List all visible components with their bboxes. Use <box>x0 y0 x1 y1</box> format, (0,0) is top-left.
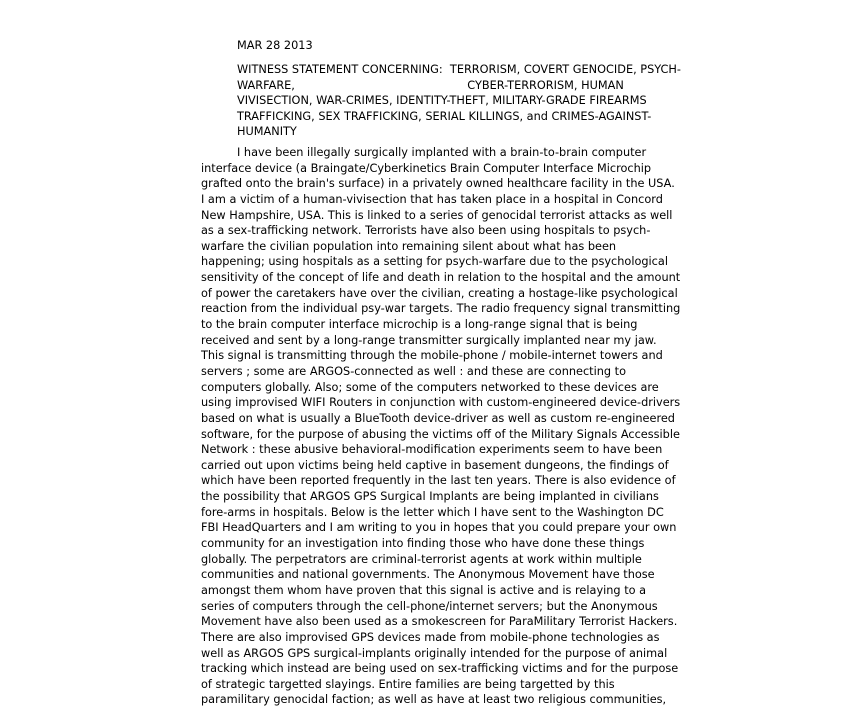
body-line: Movement have also been used as a smokescreen for ParaMilitary Terrorist Hackers. <box>201 615 678 629</box>
heading-line: WITNESS STATEMENT CONCERNING: TERRORISM, COVERT GENOCIDE, PSYCH- <box>237 63 681 76</box>
heading-line: TRAFFICKING, SEX TRAFFICKING, SERIAL KILLINGS, and CRIMES-AGAINST- <box>237 109 652 123</box>
body-line: There are also improvised GPS devices made from mobile-phone technologies as <box>201 630 660 644</box>
body-line: series of computers through the cell-phone/internet servers; but the Anonymous <box>201 599 658 613</box>
body-line: of strategic targetted slayings. Entire families are being targetted by this <box>201 677 615 691</box>
body-line: paramilitary genocidal faction; as well as have at least two religious communities, <box>201 693 667 707</box>
body-line: sensitivity of the concept of life and death in relation to the hospital and the amount <box>201 271 681 285</box>
body-line: computers globally. Also; some of the computers networked to these devices are <box>201 380 659 394</box>
body-line: carried out upon victims being held captive in basement dungeons, the findings of <box>201 458 669 472</box>
body-line: using improvised WIFI Routers in conjunction with custom-engineered device-drivers <box>201 396 681 410</box>
heading-line: HUMANITY <box>237 125 297 139</box>
statement-body <box>201 145 681 708</box>
body-line: interface device (a Braingate/Cyberkinetics Brain Computer Interface Microchip <box>201 161 652 175</box>
body-line: as a sex-trafficking network. Terrorists have also been using hospitals to psych- <box>201 224 651 238</box>
body-line: to the brain computer interface microchip is a long-range signal that is being <box>201 318 638 332</box>
body-line: amongst them whom have proven that this signal is active and is relaying to a <box>201 583 647 597</box>
body-line: reaction from the individual psy-war targets. The radio frequency signal transmitting <box>201 302 681 316</box>
body-line: Network : these abusive behavioral-modification experiments seem to have been <box>201 443 663 457</box>
body-line: which have been reported frequently in the last ten years. There is also evidence of <box>201 474 676 488</box>
heading-line: WARFARE, CYBER-TERRORISM, HUMAN <box>237 78 624 92</box>
body-line: happening; using hospitals as a setting for psych-warfare due to the psychological <box>201 255 668 269</box>
body-line: of power the caretakers have over the civilian, creating a hostage-like psychological <box>201 286 678 300</box>
body-line: I have been illegally surgically implanted with a brain-to-brain computer <box>237 146 647 159</box>
body-line: well as ARGOS GPS surgical-implants originally intended for the purpose of animal <box>201 646 668 660</box>
body-line: New Hampshire, USA. This is linked to a series of genocidal terrorist attacks as well <box>201 208 673 222</box>
body-line: warfare the civilian population into remaining silent about what has been <box>201 239 617 253</box>
body-line: fore-arms in hospitals. Below is the letter which I have sent to the Washington DC <box>201 505 664 519</box>
body-line: This signal is transmitting through the mobile-phone / mobile-internet towers and <box>201 349 663 363</box>
body-line: FBI HeadQuarters and I am writing to you in hopes that you could prepare your own <box>201 521 677 535</box>
body-line: tracking which instead are being used on sex-trafficking victims and for the purpose <box>201 662 679 676</box>
body-line: grafted onto the brain's surface) in a privately owned healthcare facility in the USA. <box>201 177 675 191</box>
body-line: I am a victim of a human-vivisection that has taken place in a hospital in Concord <box>201 192 663 206</box>
body-line: software, for the purpose of abusing the victims off of the Military Signals Accessible <box>201 427 680 441</box>
document-date: MAR 28 2013 <box>237 39 313 52</box>
body-line: received and sent by a long-range transmitter surgically implanted near my jaw. <box>201 333 657 347</box>
body-line: community for an investigation into finding those who have done these things <box>201 537 645 551</box>
heading-line: VIVISECTION, WAR-CRIMES, IDENTITY-THEFT, MILITARY-GRADE FIREARMS <box>237 94 647 108</box>
statement-heading <box>237 62 681 140</box>
body-line: communities and national governments. The Anonymous Movement have those <box>201 568 655 582</box>
body-line: based on what is usually a BlueTooth device-driver as well as custom re-engineered <box>201 411 675 425</box>
body-line: servers ; some are ARGOS-connected as well : and these are connecting to <box>201 364 627 378</box>
body-line: globally. The perpetrators are criminal-terrorist agents at work within multiple <box>201 552 642 566</box>
body-line: the possibility that ARGOS GPS Surgical Implants are being implanted in civilians <box>201 490 659 504</box>
